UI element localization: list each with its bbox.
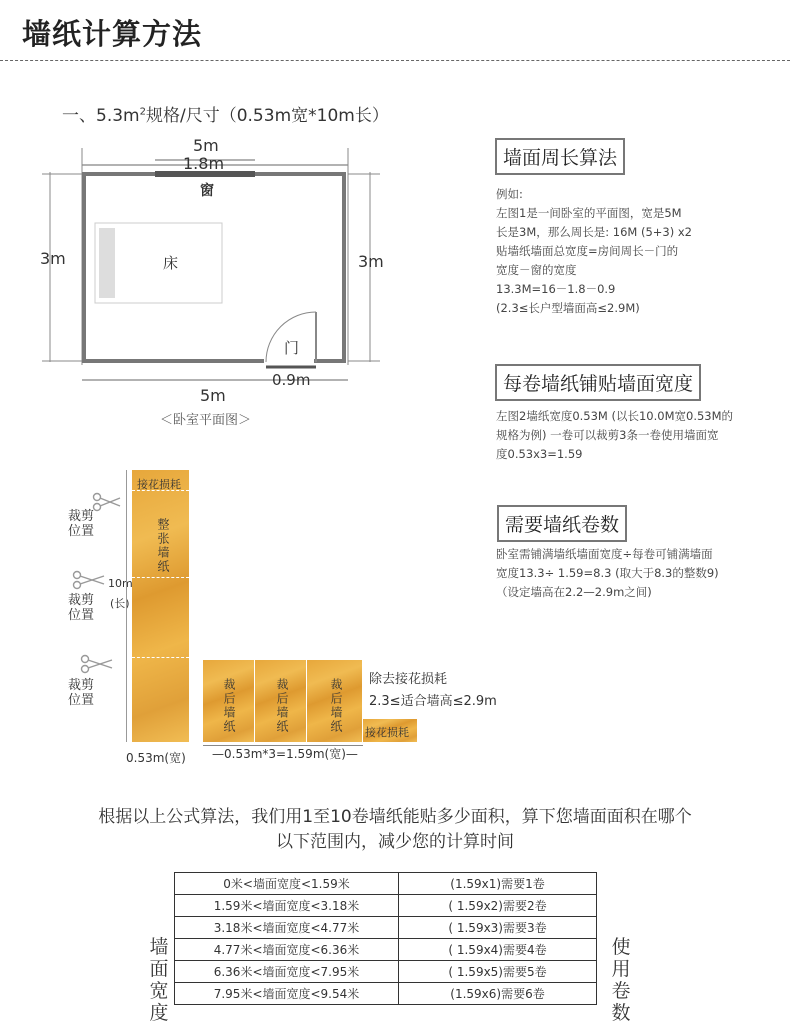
spec-superscript: 2	[139, 106, 146, 118]
scissors-icon	[80, 655, 114, 673]
roll-length-line	[126, 470, 127, 742]
spec-line	[62, 101, 389, 126]
range-cell: 7.95米<墙面宽度<9.54米	[175, 983, 399, 1005]
spec-suffix: 规格/尺寸（0.53m宽*10m长）	[145, 106, 389, 126]
door-label: 门	[284, 339, 300, 357]
perimeter-line: 宽度－窗的宽度	[496, 263, 577, 277]
perimeter-line: 贴墙纸墙面总宽度=房间周长－门的	[496, 244, 679, 258]
rolls-needed-line: 宽度13.3÷ 1.59=8.3 (取大于8.3的整数9)	[496, 566, 719, 580]
range-cell: 4.77米<墙面宽度<6.36米	[175, 939, 399, 961]
perimeter-line: 长是3M，那么周长是: 16M (5+3) x2	[496, 225, 692, 239]
perimeter-line: 例如:	[496, 187, 523, 201]
scissors-icon	[72, 571, 106, 589]
perimeter-text	[496, 185, 776, 318]
right-height-label: 3m	[358, 252, 384, 271]
perimeter-title: 墙面周长算法	[495, 138, 625, 175]
bed-pillow	[99, 228, 115, 298]
top-width-label: 5m	[193, 136, 219, 155]
total-width-label: —0.53m*3=1.59m(宽)—	[212, 747, 358, 761]
cut-position-label: 裁剪位置	[68, 509, 95, 539]
table-row	[175, 939, 597, 961]
cut-piece-label: 裁后墙纸	[222, 678, 236, 734]
plan-caption: ＜卧室平面图＞	[160, 413, 252, 428]
cut-piece-label: 裁后墙纸	[275, 678, 289, 734]
whole-roll-label: 整张墙纸	[156, 518, 170, 574]
range-cell: 0米<墙面宽度<1.59米	[175, 873, 399, 895]
rolls-needed-text	[496, 545, 776, 602]
table-right-label: 使用卷数	[611, 936, 631, 1024]
wallpaper-roll	[132, 470, 189, 742]
remove-waste-label: 除去接花损耗	[369, 672, 448, 687]
roll-width-title: 每卷墙纸铺贴墙面宽度	[495, 364, 701, 401]
range-cell: 1.59米<墙面宽度<3.18米	[175, 895, 399, 917]
bottom-width-label: 5m	[200, 386, 226, 405]
summary-line-1: 根据以上公式算法，我们用1至10卷墙纸能贴多少面积，算下您墙面面积在哪个	[98, 807, 692, 827]
rolls-cell: ( 1.59x2)需要2卷	[399, 895, 597, 917]
roll-width-line: 度0.53x3=1.59	[496, 447, 583, 461]
top-waste-label: 接花损耗	[137, 478, 181, 491]
table-row	[175, 895, 597, 917]
roll-width-text	[496, 407, 776, 464]
left-height-label: 3m	[40, 249, 66, 268]
cut-piece-label: 裁后墙纸	[329, 678, 343, 734]
range-cell: 3.18米<墙面宽度<4.77米	[175, 917, 399, 939]
rolls-cell: (1.59x1)需要1卷	[399, 873, 597, 895]
rolls-cell: (1.59x6)需要6卷	[399, 983, 597, 1005]
rolls-cell: ( 1.59x5)需要5卷	[399, 961, 597, 983]
roll-width-line: 左图2墙纸宽度0.53M (以长10.0M宽0.53M的	[496, 409, 734, 423]
cut-line-lower	[132, 657, 189, 658]
table-row	[175, 961, 597, 983]
perimeter-line: (2.3≤长户型墙面高≤2.9M)	[496, 301, 640, 315]
roll-length-label: 10m	[108, 577, 133, 590]
cut-position-label: 裁剪位置	[68, 593, 95, 623]
perimeter-line: 13.3M=16－1.8－0.9	[496, 282, 616, 296]
range-cell: 6.36米<墙面宽度<7.95米	[175, 961, 399, 983]
roll-length-paren: (长)	[110, 597, 130, 610]
spec-prefix: 一、5.3m	[62, 106, 140, 126]
window-label: 窗	[200, 183, 214, 199]
title-divider	[0, 60, 790, 61]
rolls-needed-line: 卧室需铺满墙纸墙面宽度÷每卷可铺满墙面	[496, 547, 713, 561]
rolls-needed-line: （设定墙高在2.2—2.9m之间)	[496, 585, 652, 599]
rolls-needed-title: 需要墙纸卷数	[497, 505, 627, 542]
table-row	[175, 983, 597, 1005]
table-row	[175, 873, 597, 895]
height-range-label: 2.3≤适合墙高≤2.9m	[369, 694, 497, 709]
window-width-label: 1.8m	[183, 154, 225, 173]
table-left-label: 墙面宽度	[149, 936, 169, 1024]
bottom-waste-label: 接花损耗	[365, 726, 409, 739]
rolls-cell: ( 1.59x4)需要4卷	[399, 939, 597, 961]
summary-line-2: 以下范围内，减少您的计算时间	[276, 832, 514, 852]
rolls-cell: ( 1.59x3)需要3卷	[399, 917, 597, 939]
roll-calc-table	[174, 872, 597, 1005]
table-row	[175, 917, 597, 939]
page-title: 墙纸计算方法	[22, 17, 203, 51]
bed-label: 床	[163, 254, 179, 272]
perimeter-line: 左图1是一间卧室的平面图，宽是5M	[496, 206, 682, 220]
cut-line-middle	[132, 577, 189, 578]
cut-position-label: 裁剪位置	[68, 678, 95, 708]
roll-width-line: 规格为例) 一卷可以裁剪3条一卷使用墙面宽	[496, 428, 719, 442]
roll-width-label: 0.53m(宽)	[126, 751, 186, 765]
door-width-label: 0.9m	[272, 371, 311, 389]
